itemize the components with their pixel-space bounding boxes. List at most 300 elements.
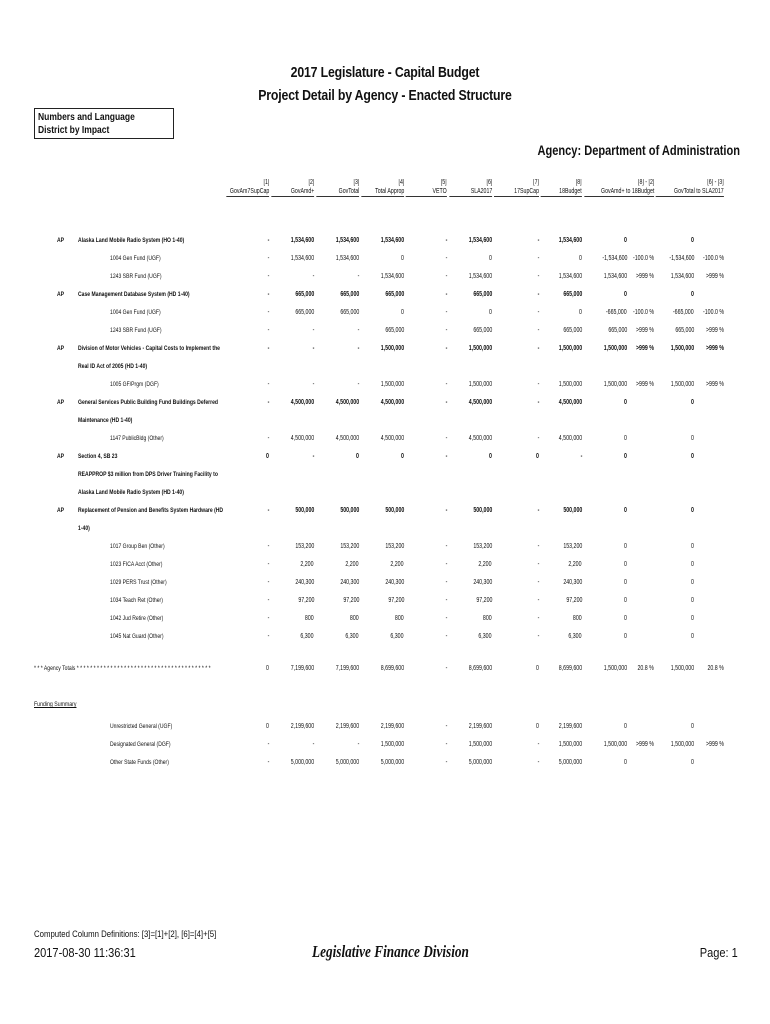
value-cell: 2,200 [345, 561, 359, 568]
column-label: GovAmd+ [271, 187, 314, 197]
agency-heading: Agency: Department of Administration [537, 143, 740, 158]
column-header [656, 178, 724, 197]
value-cell: - [267, 759, 269, 766]
value-cell: 1,500,000 [670, 345, 694, 352]
value-cell: 2,199,600 [468, 723, 492, 730]
value-cell: 1,500,000 [603, 665, 627, 672]
value-cell: >999 % [706, 345, 724, 352]
value-cell: 665,000 [340, 309, 359, 316]
value-cell: - [445, 309, 447, 316]
value-cell: 0 [691, 759, 694, 766]
value-cell: 240,300 [385, 579, 404, 586]
funding-category: Unrestricted General (UGF) [110, 723, 173, 730]
value-cell: 1,500,000 [670, 665, 694, 672]
column-number: [1] [263, 179, 269, 186]
value-cell: 0 [624, 399, 627, 406]
value-cell: 8,699,600 [468, 665, 492, 672]
value-cell: 240,300 [563, 579, 582, 586]
value-cell: 0 [489, 255, 492, 262]
value-cell: >999 % [636, 345, 654, 352]
value-cell: 0 [624, 597, 627, 604]
column-header [361, 178, 404, 197]
computed-column-definitions: Computed Column Definitions: [3]=[1]+[2], [6]=[4]+[5] [34, 929, 217, 940]
fund-source-line: 1042 Jud Retire (Other) [110, 615, 164, 622]
value-cell: - [267, 561, 269, 568]
value-cell: 0 [624, 579, 627, 586]
value-cell: 0 [691, 453, 694, 460]
value-cell: 8,699,600 [380, 665, 404, 672]
value-cell: 4,500,000 [335, 435, 359, 442]
project-title: Maintenance (HD 1-40) [78, 417, 133, 424]
value-cell: 153,200 [473, 543, 492, 550]
value-cell: 0 [624, 507, 627, 514]
value-cell: 1,534,600 [380, 273, 404, 280]
column-label: 17SupCap [494, 187, 539, 197]
appropriation-type: AP [57, 345, 65, 352]
column-header [226, 178, 269, 197]
value-cell: - [357, 741, 359, 748]
value-cell: - [267, 273, 269, 280]
value-cell: >999 % [706, 741, 724, 748]
value-cell: 4,500,000 [335, 399, 359, 406]
column-number: [8] [576, 179, 582, 186]
value-cell: 1,500,000 [603, 381, 627, 388]
column-header [584, 178, 654, 197]
value-cell: 1,534,600 [603, 273, 627, 280]
value-cell: 240,300 [295, 579, 314, 586]
fund-source-line: 1147 PublicBldg (Other) [110, 435, 164, 442]
column-number: [6] [486, 179, 492, 186]
value-cell: 0 [401, 453, 404, 460]
value-cell: 6,300 [300, 633, 314, 640]
value-cell: - [537, 741, 539, 748]
value-cell: - [267, 291, 269, 298]
value-cell: 800 [573, 615, 582, 622]
value-cell: 665,000 [675, 327, 694, 334]
value-cell: 1,534,600 [670, 273, 694, 280]
funding-summary-heading: Funding Summary [34, 701, 77, 708]
value-cell: 800 [395, 615, 404, 622]
value-cell: 0 [624, 435, 627, 442]
project-title: 1-40) [78, 525, 90, 532]
value-cell: 0 [624, 291, 627, 298]
value-cell: 0 [356, 453, 359, 460]
fund-source-line: 1004 Gen Fund (UGF) [110, 255, 161, 262]
value-cell: - [445, 597, 447, 604]
value-cell: - [537, 543, 539, 550]
value-cell: 153,200 [563, 543, 582, 550]
value-cell: 665,000 [295, 309, 314, 316]
value-cell: - [445, 507, 447, 514]
value-cell: 0 [489, 453, 492, 460]
value-cell: -1,534,600 [601, 255, 627, 262]
value-cell: 0 [624, 453, 627, 460]
column-number: [6] - [3] [707, 179, 724, 186]
value-cell: - [445, 665, 447, 672]
value-cell: 4,500,000 [380, 435, 404, 442]
column-number: [8] - [2] [637, 179, 654, 186]
value-cell: - [267, 327, 269, 334]
value-cell: 665,000 [473, 327, 492, 334]
value-cell: 1,500,000 [468, 741, 492, 748]
value-cell: 2,200 [390, 561, 404, 568]
value-cell: - [537, 759, 539, 766]
value-cell: - [537, 579, 539, 586]
value-cell: - [357, 273, 359, 280]
value-cell: -100.0 % [702, 255, 724, 262]
value-cell: 800 [305, 615, 314, 622]
value-cell: 0 [624, 561, 627, 568]
value-cell: - [312, 327, 314, 334]
column-header [271, 178, 314, 197]
value-cell: 0 [579, 309, 582, 316]
value-cell: >999 % [636, 741, 654, 748]
value-cell: - [445, 579, 447, 586]
value-cell: 97,200 [297, 597, 314, 604]
value-cell: -100.0 % [632, 255, 654, 262]
value-cell: - [267, 399, 269, 406]
funding-category: Other State Funds (Other) [110, 759, 169, 766]
fund-source-line: 1017 Group Ben (Other) [110, 543, 165, 550]
value-cell: 97,200 [475, 597, 492, 604]
legislative-finance-division-logo: Legislative Finance Division [312, 942, 469, 961]
value-cell: 0 [624, 237, 627, 244]
appropriation-type: AP [57, 291, 65, 298]
value-cell: 5,000,000 [468, 759, 492, 766]
value-cell: 4,500,000 [380, 399, 404, 406]
value-cell: 1,534,600 [558, 237, 582, 244]
value-cell: 2,199,600 [380, 723, 404, 730]
value-cell: 0 [624, 723, 627, 730]
value-cell: 4,500,000 [290, 435, 314, 442]
value-cell: - [537, 633, 539, 640]
value-cell: 1,534,600 [468, 237, 492, 244]
value-cell: 0 [401, 255, 404, 262]
value-cell: 2,199,600 [335, 723, 359, 730]
value-cell: - [445, 327, 447, 334]
appropriation-type: AP [57, 237, 65, 244]
value-cell: - [312, 273, 314, 280]
report-timestamp: 2017-08-30 11:36:31 [34, 945, 136, 960]
value-cell: 2,200 [568, 561, 582, 568]
value-cell: 7,199,600 [290, 665, 314, 672]
value-cell: 0 [536, 723, 539, 730]
value-cell: 1,500,000 [380, 741, 404, 748]
value-cell: - [445, 543, 447, 550]
value-cell: - [312, 345, 314, 352]
value-cell: 4,500,000 [558, 435, 582, 442]
value-cell: 2,200 [300, 561, 314, 568]
value-cell: - [267, 597, 269, 604]
value-cell: - [267, 543, 269, 550]
appropriation-type: AP [57, 399, 65, 406]
value-cell: -1,534,600 [668, 255, 694, 262]
value-cell: 1,534,600 [380, 237, 404, 244]
value-cell: 0 [624, 759, 627, 766]
fund-source-line: 1004 Gen Fund (UGF) [110, 309, 161, 316]
fund-source-line: 1243 SBR Fund (UGF) [110, 327, 162, 334]
column-header [494, 178, 539, 197]
value-cell: - [445, 759, 447, 766]
report-options-box [34, 108, 174, 139]
fund-source-line: 1029 PERS Trust (Other) [110, 579, 167, 586]
value-cell: - [537, 273, 539, 280]
value-cell: 0 [624, 615, 627, 622]
value-cell: - [537, 237, 539, 244]
report-title-line2: Project Detail by Agency - Enacted Structure [258, 87, 512, 104]
value-cell: -665,000 [673, 309, 694, 316]
value-cell: 4,500,000 [290, 399, 314, 406]
value-cell: 0 [536, 453, 539, 460]
column-label: GovTotal [316, 187, 359, 197]
value-cell: - [267, 615, 269, 622]
value-cell: 6,300 [568, 633, 582, 640]
value-cell: 500,000 [385, 507, 404, 514]
appropriation-type: AP [57, 453, 65, 460]
value-cell: - [445, 723, 447, 730]
column-header [541, 178, 582, 197]
value-cell: 0 [624, 543, 627, 550]
column-label: GovAmd+ to 18Budget [584, 187, 654, 197]
value-cell: - [445, 345, 447, 352]
value-cell: 0 [266, 723, 269, 730]
project-title: Section 4, SB 23 [78, 453, 118, 460]
value-cell: 240,300 [340, 579, 359, 586]
project-title: REAPPROP $3 million from DPS Driver Training Facility to [78, 471, 218, 478]
fund-source-line: 1045 Nat Guard (Other) [110, 633, 164, 640]
value-cell: - [267, 633, 269, 640]
value-cell: - [537, 345, 539, 352]
value-cell: 0 [691, 435, 694, 442]
value-cell: - [445, 273, 447, 280]
value-cell: 800 [483, 615, 492, 622]
value-cell: 665,000 [340, 291, 359, 298]
value-cell: 665,000 [608, 327, 627, 334]
value-cell: - [445, 237, 447, 244]
fund-source-line: 1243 SBR Fund (UGF) [110, 273, 162, 280]
value-cell: 6,300 [390, 633, 404, 640]
value-cell: 4,500,000 [558, 399, 582, 406]
page-number: Page: 1 [699, 945, 738, 960]
value-cell: 0 [691, 507, 694, 514]
report-option-district-impact: District by Impact [38, 125, 110, 136]
value-cell: - [537, 561, 539, 568]
value-cell: - [537, 399, 539, 406]
value-cell: 2,199,600 [558, 723, 582, 730]
value-cell: - [445, 453, 447, 460]
project-title: Alaska Land Mobile Radio System (HD 1-40) [78, 489, 184, 496]
column-number: [2] [308, 179, 314, 186]
value-cell: 500,000 [473, 507, 492, 514]
value-cell: - [267, 507, 269, 514]
value-cell: -665,000 [606, 309, 627, 316]
value-cell: 0 [691, 723, 694, 730]
project-title: Case Management Database System (HD 1-40) [78, 291, 190, 298]
value-cell: 1,500,000 [670, 381, 694, 388]
value-cell: 500,000 [563, 507, 582, 514]
value-cell: 5,000,000 [290, 759, 314, 766]
report-title-line1: 2017 Legislature - Capital Budget [290, 64, 480, 81]
value-cell: 4,500,000 [468, 399, 492, 406]
value-cell: 0 [691, 633, 694, 640]
value-cell: 0 [691, 543, 694, 550]
value-cell: - [445, 255, 447, 262]
value-cell: 153,200 [295, 543, 314, 550]
value-cell: >999 % [636, 273, 654, 280]
value-cell: 1,500,000 [558, 345, 582, 352]
value-cell: 1,500,000 [558, 381, 582, 388]
column-number: [3] [353, 179, 359, 186]
fund-source-line: 1023 FICA Acct (Other) [110, 561, 163, 568]
value-cell: 1,534,600 [335, 237, 359, 244]
value-cell: 5,000,000 [335, 759, 359, 766]
column-number: [5] [441, 179, 447, 186]
value-cell: 800 [350, 615, 359, 622]
funding-category: Designated General (DGF) [110, 741, 171, 748]
value-cell: - [357, 327, 359, 334]
value-cell: - [537, 597, 539, 604]
column-label: GovAm7SupCap [226, 187, 269, 197]
column-label: SLA2017 [449, 187, 492, 197]
value-cell: - [445, 615, 447, 622]
value-cell: - [312, 741, 314, 748]
column-header [449, 178, 492, 197]
value-cell: 1,500,000 [558, 741, 582, 748]
value-cell: 0 [266, 665, 269, 672]
column-number: [7] [533, 179, 539, 186]
value-cell: 0 [401, 309, 404, 316]
value-cell: - [445, 561, 447, 568]
value-cell: 1,534,600 [335, 255, 359, 262]
value-cell: - [537, 327, 539, 334]
value-cell: 97,200 [342, 597, 359, 604]
value-cell: 1,534,600 [290, 237, 314, 244]
value-cell: 0 [691, 561, 694, 568]
value-cell: 665,000 [295, 291, 314, 298]
value-cell: - [537, 615, 539, 622]
value-cell: - [445, 741, 447, 748]
value-cell: 6,300 [345, 633, 359, 640]
value-cell: - [580, 453, 582, 460]
value-cell: >999 % [706, 327, 724, 334]
value-cell: 0 [691, 291, 694, 298]
value-cell: - [537, 507, 539, 514]
value-cell: 665,000 [563, 327, 582, 334]
agency-totals-label: * * * Agency Totals * * * * * * * * * * * * * * * * * * * * * * * * * * * * * * * * * * * * * * * * [34, 665, 211, 672]
project-title: Division of Motor Vehicles - Capital Costs to Implement the [78, 345, 220, 352]
value-cell: 2,199,600 [290, 723, 314, 730]
value-cell: 0 [691, 399, 694, 406]
value-cell: 665,000 [385, 291, 404, 298]
value-cell: >999 % [706, 273, 724, 280]
value-cell: -100.0 % [632, 309, 654, 316]
value-cell: - [537, 381, 539, 388]
value-cell: - [357, 345, 359, 352]
value-cell: 500,000 [340, 507, 359, 514]
value-cell: 0 [579, 255, 582, 262]
column-label: Total Approp [361, 187, 404, 197]
value-cell: 0 [266, 453, 269, 460]
fund-source-line: 1005 GF/Prgm (DGF) [110, 381, 159, 388]
value-cell: - [445, 633, 447, 640]
value-cell: - [537, 435, 539, 442]
value-cell: 665,000 [473, 291, 492, 298]
value-cell: - [445, 291, 447, 298]
value-cell: >999 % [636, 381, 654, 388]
value-cell: 5,000,000 [380, 759, 404, 766]
value-cell: 665,000 [385, 327, 404, 334]
value-cell: - [445, 399, 447, 406]
value-cell: - [267, 579, 269, 586]
value-cell: 1,500,000 [603, 345, 627, 352]
value-cell: 153,200 [385, 543, 404, 550]
column-label: GovTotal to SLA2017 [656, 187, 724, 197]
value-cell: 1,534,600 [468, 273, 492, 280]
column-label: 18Budget [541, 187, 582, 197]
report-option-numbers-language: Numbers and Language [38, 112, 135, 123]
value-cell: 500,000 [295, 507, 314, 514]
value-cell: 0 [624, 633, 627, 640]
value-cell: 1,500,000 [380, 345, 404, 352]
value-cell: >999 % [636, 327, 654, 334]
value-cell: 0 [691, 579, 694, 586]
value-cell: >999 % [706, 381, 724, 388]
project-title: General Services Public Building Fund Buildings Deferred [78, 399, 219, 406]
column-number: [4] [398, 179, 404, 186]
value-cell: 97,200 [387, 597, 404, 604]
value-cell: 1,500,000 [670, 741, 694, 748]
value-cell: -100.0 % [702, 309, 724, 316]
value-cell: 1,534,600 [558, 273, 582, 280]
value-cell: 97,200 [565, 597, 582, 604]
value-cell: 0 [691, 597, 694, 604]
value-cell: - [267, 309, 269, 316]
column-header [406, 178, 447, 197]
value-cell: 0 [536, 665, 539, 672]
value-cell: - [267, 255, 269, 262]
value-cell: - [267, 435, 269, 442]
value-cell: 4,500,000 [468, 435, 492, 442]
value-cell: - [267, 741, 269, 748]
value-cell: 1,534,600 [290, 255, 314, 262]
value-cell: 7,199,600 [335, 665, 359, 672]
value-cell: 0 [489, 309, 492, 316]
value-cell: 1,500,000 [603, 741, 627, 748]
value-cell: 665,000 [563, 291, 582, 298]
value-cell: 20.8 % [637, 665, 654, 672]
value-cell: - [445, 435, 447, 442]
project-title: Alaska Land Mobile Radio System (HO 1-40) [78, 237, 185, 244]
value-cell: - [267, 381, 269, 388]
column-header [316, 178, 359, 197]
value-cell: - [357, 381, 359, 388]
value-cell: 0 [691, 237, 694, 244]
value-cell: 1,500,000 [468, 381, 492, 388]
value-cell: 5,000,000 [558, 759, 582, 766]
value-cell: 153,200 [340, 543, 359, 550]
fund-source-line: 1034 Teach Ret (Other) [110, 597, 163, 604]
project-title: Real ID Act of 2005 (HD 1-40) [78, 363, 148, 370]
column-label: VETO [406, 187, 447, 197]
value-cell: - [537, 309, 539, 316]
value-cell: 6,300 [478, 633, 492, 640]
value-cell: - [267, 345, 269, 352]
value-cell: - [537, 291, 539, 298]
value-cell: - [445, 381, 447, 388]
project-title: Replacement of Pension and Benefits System Hardware (HD [78, 507, 224, 514]
value-cell: - [537, 255, 539, 262]
value-cell: 2,200 [478, 561, 492, 568]
